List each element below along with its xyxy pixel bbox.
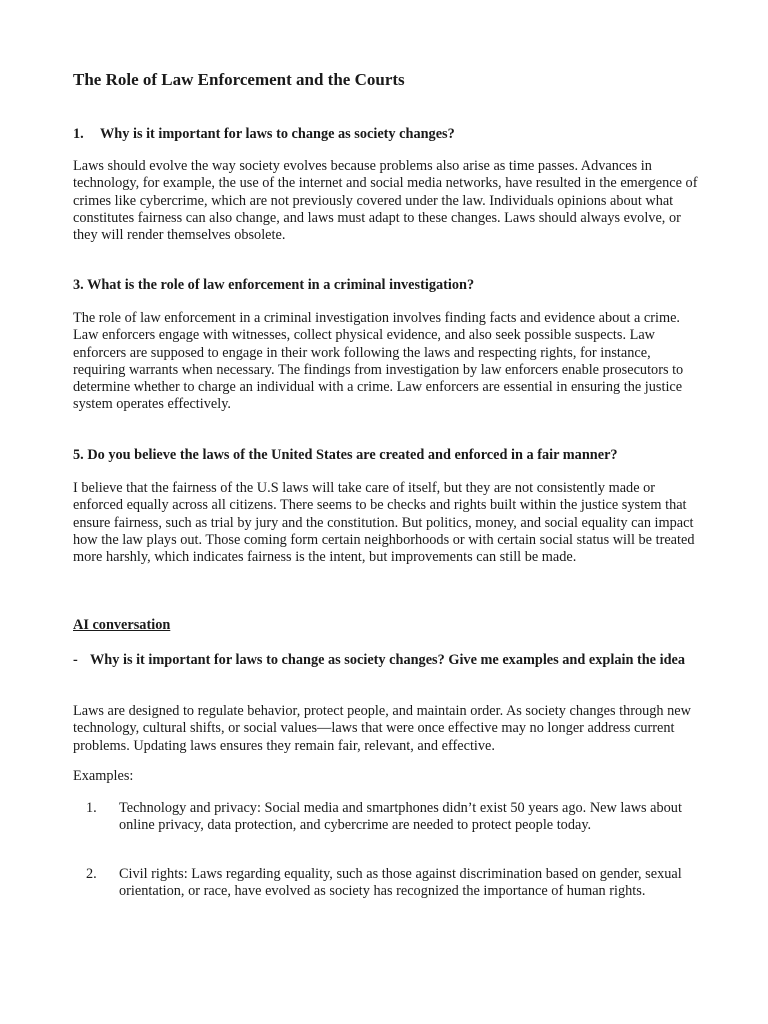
question-1-number: 1. [73, 126, 84, 142]
question-5-number: 5. [73, 447, 84, 463]
question-1-text: Why is it important for laws to change as society changes? [100, 126, 455, 142]
answer-3-paragraph: The role of law enforcement in a criminal investigation involves finding facts and evidence about a crime. Law enforcers engage with witnesses, collect physical evidence, and also seek possible suspects. Law enforcers are supposed to engage in their work following the laws and respecting rights, for instance, requiring warrants when necessary. The findings from investigation by law enforcers enable prosecutors to determine whether to charge an individual with a crime. Law enforcers are essential in ensuring the justice system operates effectively. [73, 310, 684, 413]
example-2-text: Civil rights: Laws regarding equality, such as those against discrimination based on gender, sexual orientation, or race, have evolved as society has recognized the importance of human rights. [119, 866, 682, 900]
examples-label: Examples: [73, 768, 134, 784]
question-1-heading [73, 126, 455, 143]
answer-5-paragraph: I believe that the fairness of the U.S laws will take care of itself, but they are not consistently made or enforced equally across all citizens. There seems to be checks and rights built within the justice system that ensure fairness, such as trial by jury and the constitution. But politics, money, and social equality can impact how the law plays out. Those coming form certain neighborhoods or with certain social status will be treated more harshly, which indicates fairness is the intent, but improvements can still be made. [73, 480, 695, 566]
question-5-heading [73, 447, 618, 464]
question-3-number: 3. [73, 277, 84, 293]
ai-prompt-text: Why is it important for laws to change as society changes? Give me examples and explain the idea [90, 652, 686, 668]
example-2-number: 2. [86, 866, 97, 882]
question-5-text: Do you believe the laws of the United States are created and enforced in a fair manner? [87, 447, 618, 463]
document-title: The Role of Law Enforcement and the Courts [73, 70, 405, 89]
answer-1-paragraph: Laws should evolve the way society evolves because problems also arise as time passes. Advances in technology, for example, the use of the internet and social media networks, have resulted in the emergence of crimes like cybercrime, which are not previously covered under the law. Individuals opinions about what constitutes fairness can also change, and laws must adapt to these changes. Laws should always evolve, or they will render themselves obsolete. [73, 158, 698, 244]
example-item-2 [73, 866, 713, 901]
question-3-text: What is the role of law enforcement in a criminal investigation? [87, 277, 475, 293]
example-1-text: Technology and privacy: Social media and smartphones didn’t exist 50 years ago. New laws about online privacy, data protection, and cybercrime are needed to protect people today. [119, 800, 682, 834]
bullet-dash: - [73, 652, 78, 668]
example-item-1 [73, 800, 713, 835]
ai-response-paragraph: Laws are designed to regulate behavior, protect people, and maintain order. As society changes through new technology, cultural shifts, or social values—laws that were once effective may no longer address current problems. Updating laws ensures they remain fair, relevant, and effective. [73, 703, 691, 754]
ai-prompt-bullet [73, 652, 713, 669]
ai-conversation-heading: AI conversation [73, 617, 171, 633]
question-3-heading [73, 277, 474, 294]
example-1-number: 1. [86, 800, 97, 816]
